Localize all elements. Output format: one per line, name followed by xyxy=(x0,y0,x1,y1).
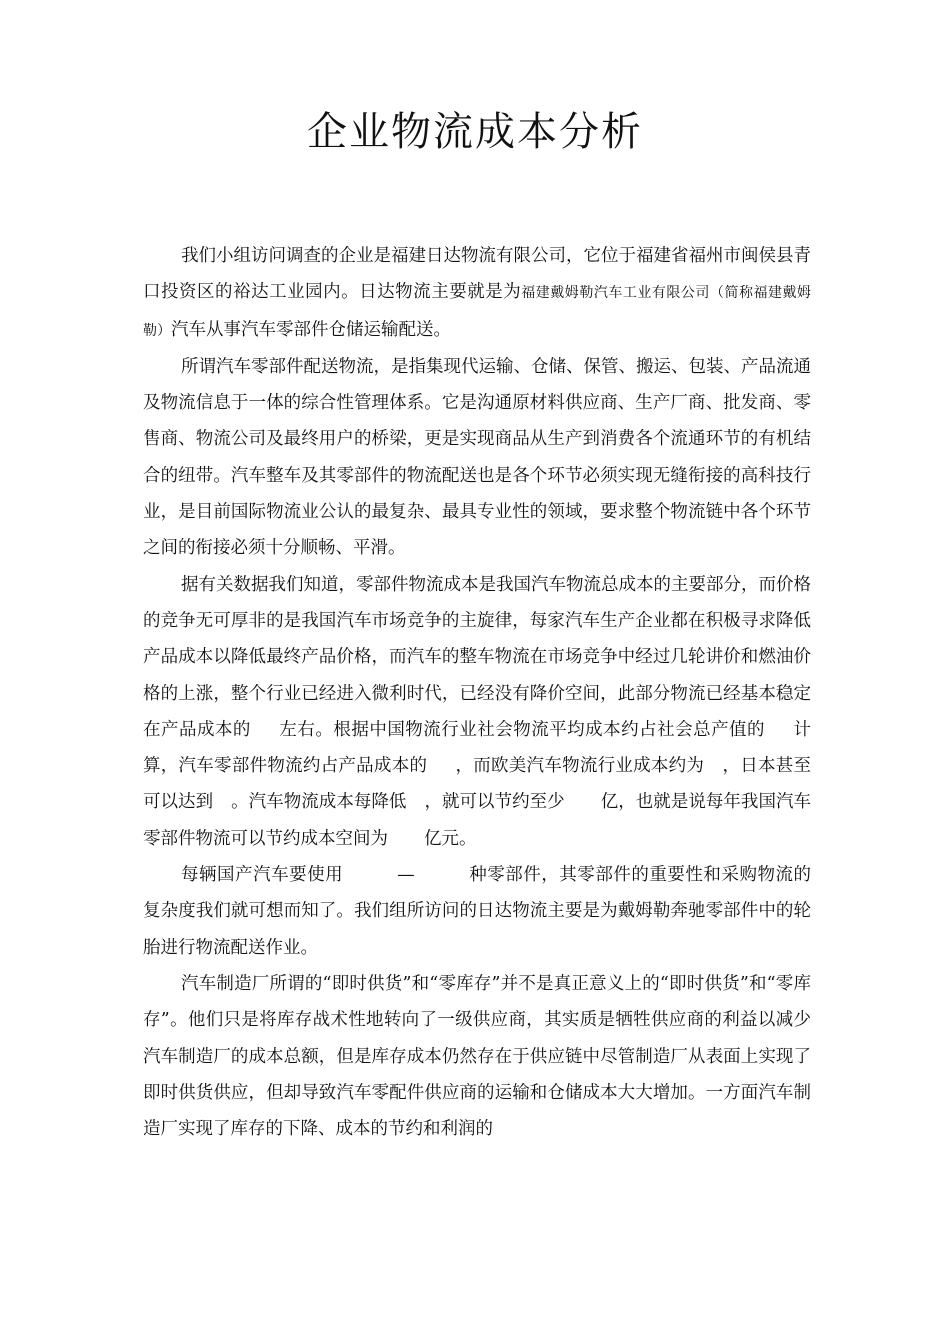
paragraph-4-dash: — xyxy=(397,865,415,886)
paragraph-4-text-a: 每辆国产汽车要使用 xyxy=(181,865,344,886)
paragraph-3-seg-8: 亿，也就是说每年我国汽车零部件物流可以节约成本空间为 xyxy=(143,792,812,849)
paragraph-3-seg-5: ，日本甚至可以达到 xyxy=(143,756,812,813)
paragraph-1 xyxy=(143,238,811,349)
paragraph-1-text-a: 我们小组访问调查的企业是福建日达物流有限公司，它位于福建省福州市闽侯县青口投资区的裕达工业园内。日达物流主要就是为 xyxy=(143,246,811,303)
paragraph-3-seg-9: 亿元。 xyxy=(424,828,477,849)
paragraph-3-seg-1: 据有关数据我们知道，零部件物流成本是我国汽车物流总成本的主要部分，而价格的竞争无可厚非的是我国汽车市场竞争的主旋律，每家汽车生产企业都在积极寻求降低产品成本以降低最终产品价格，而汽车的整车物流在市场竞争中经过几轮讲价和燃油价格的上涨，整个行业已经进入微利时代，已经没有降价空间，此部分物流已经基本稳定在产品成本的 xyxy=(143,574,811,740)
paragraph-3-seg-6: 。汽车物流成本每降低 xyxy=(231,792,407,813)
paragraph-1-company-name: 福建戴姆勒汽车工业有限公司（简称福建戴姆勒） xyxy=(143,285,812,339)
paragraph-4 xyxy=(143,857,811,966)
paragraph-2: 所谓汽车零部件配送物流，是指集现代运输、仓储、保管、搬运、包装、产品流通及物流信息于一体的综合性管理体系。它是沟通原材料供应商、生产厂商、批发商、零售商、物流公司及最终用户的桥梁，更是实现商品从生产到消费各个流通环节的有机结合的纽带。汽车整车及其零部件的物流配送也是各个环节必须实现无缝衔接的高科技行业，是目前国际物流业公认的最复杂、最具专业性的领域，要求整个物流链中各个环节之间的衔接必须十分顺畅、平滑。 xyxy=(143,356,811,559)
paragraph-4-text-b: 种零部件，其零部件的重要性和采购物流的复杂度我们就可想而知了。我们组所访问的日达物流主要是为戴姆勒奔驰零部件中的轮胎进行物流配送作业。 xyxy=(143,865,812,958)
paragraph-1-text-c: 汽车从事汽车零部件仓储运输配送。 xyxy=(171,319,451,340)
document-body xyxy=(143,238,811,1147)
paragraph-5: 汽车制造厂所谓的“即时供货”和“零库存”并不是真正意义上的“即时供货”和“零库存”。他们只是将库存战术性地转向了一级供应商，其实质是牺牲供应商的利益以减少汽车制造厂的成本总额，但是库存成本仍然存在于供应链中尽管制造厂从表面上实现了即时供货供应，但却导致汽车零配件供应商的运输和仓储成本大大增加。一方面汽车制造厂实现了库存的下降、成本的节约和利润的 xyxy=(143,973,811,1140)
paragraph-3 xyxy=(143,567,811,857)
document-title: 企业物流成本分析 xyxy=(307,109,643,155)
paragraph-3-seg-3: 计算，汽车零部件物流约占产品成本的 xyxy=(143,719,812,777)
paragraph-3-seg-2: 左右。根据中国物流行业社会物流平均成本约占社会总产值的 xyxy=(278,719,766,740)
paragraph-3-seg-7: ，就可以节约至少 xyxy=(424,792,565,813)
paragraph-3-seg-4: ，而欧美汽车物流行业成本约为 xyxy=(455,756,705,777)
